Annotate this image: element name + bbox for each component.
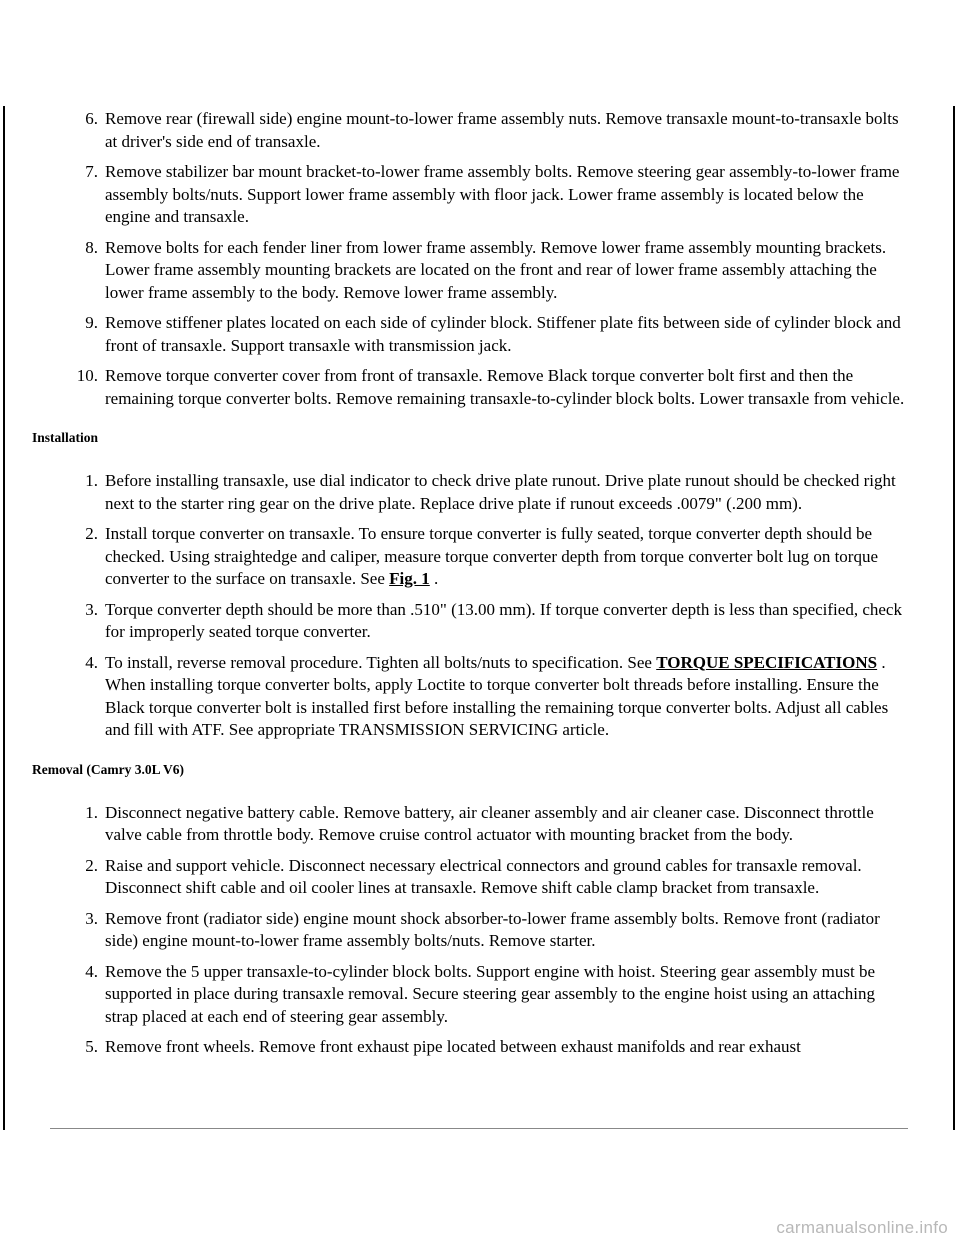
step-text-end: . bbox=[429, 569, 439, 588]
step-number: 9. bbox=[85, 313, 98, 332]
removal-camry-heading: Removal (Camry 3.0L V6) bbox=[32, 761, 184, 777]
step-6 bbox=[32, 108, 912, 153]
step-number: 10. bbox=[76, 366, 98, 385]
step-text: To install, reverse removal procedure. Tighten all bolts/nuts to specification. See bbox=[105, 652, 657, 672]
step-text: Remove front wheels. Remove front exhaust pipe located between exhaust manifolds and rear exhaust bbox=[105, 1037, 801, 1056]
step-number: 8. bbox=[85, 237, 98, 257]
install-step-4 bbox=[32, 652, 912, 742]
step-text: Torque converter depth should be more than .510" (13.00 mm). If torque converter depth is less than specified, check for improperly seated torque converter. bbox=[105, 599, 902, 641]
step-text: Remove stiffener plates located on each side of cylinder block. Stiffener plate fits between side of cylinder block and front of transaxle. Support transaxle with transmission jack. bbox=[105, 313, 901, 355]
step-8 bbox=[32, 237, 912, 305]
step-number: 2. bbox=[85, 855, 98, 875]
step-number: 4. bbox=[85, 961, 98, 981]
site-watermark: carmanualsonline.info bbox=[776, 1218, 948, 1237]
install-step-3 bbox=[32, 599, 912, 644]
step-number: 2. bbox=[85, 524, 98, 543]
step-number: 4. bbox=[85, 652, 98, 672]
step-number: 1. bbox=[85, 802, 98, 822]
install-step-1 bbox=[32, 470, 912, 515]
torque-specifications-link[interactable]: TORQUE SPECIFICATIONS bbox=[656, 652, 878, 672]
removal-camry-steps bbox=[32, 802, 912, 1059]
installation-steps bbox=[32, 470, 912, 742]
step-text: Remove rear (firewall side) engine mount-to-lower frame assembly nuts. Remove transaxle mount-to-transaxle bolts at driver's side end of transaxle. bbox=[105, 109, 899, 151]
page-left-border bbox=[3, 106, 5, 1130]
camry-step-2 bbox=[32, 855, 912, 900]
step-text: Disconnect negative battery cable. Remove battery, air cleaner assembly and air cleaner case. Disconnect throttle valve cable from throttle body. Remove cruise control actuator with mounting bracket from the body. bbox=[105, 802, 874, 844]
step-text: Remove front (radiator side) engine mount shock absorber-to-lower frame assembly bolts. Remove front (radiator side) engine mount-to-lower frame assembly bolts/nuts. Remove starter. bbox=[105, 908, 880, 950]
install-step-2 bbox=[32, 523, 912, 591]
step-7 bbox=[32, 161, 912, 229]
camry-step-3 bbox=[32, 908, 912, 953]
step-number: 3. bbox=[85, 599, 98, 619]
page-right-border bbox=[953, 106, 955, 1130]
step-number: 3. bbox=[85, 908, 98, 928]
bottom-divider bbox=[50, 1128, 908, 1129]
step-text: Remove bolts for each fender liner from lower frame assembly. Remove lower frame assembly mounting brackets. Lower frame assembly mounting brackets are located on the front and rear of lower frame assembly attaching the lower frame assembly to the body. Remove lower frame assembly. bbox=[105, 237, 887, 302]
step-number: 6. bbox=[85, 109, 98, 128]
document-body bbox=[32, 108, 912, 1067]
camry-step-5 bbox=[32, 1036, 912, 1059]
fig-1-link[interactable]: Fig. 1 bbox=[389, 569, 430, 588]
step-number: 7. bbox=[85, 162, 98, 181]
installation-heading: Installation bbox=[32, 430, 99, 445]
removal-steps-continued bbox=[32, 108, 912, 410]
step-10 bbox=[32, 365, 912, 410]
step-text: Raise and support vehicle. Disconnect necessary electrical connectors and ground cables for transaxle removal. Disconnect shift cable and oil cooler lines at transaxle. Remove shift cable clamp bracket from transaxle. bbox=[105, 855, 862, 897]
step-text-end: . When installing torque converter bolts, apply Loctite to torque converter bolt threads before installing. Ensure the Black torque converter bolt is installed first before installing the remaining torque converter bolts. Adjust all cables and fill with ATF. See appropriate TRANSMISSION SERVICING article. bbox=[105, 652, 889, 739]
step-text: Remove torque converter cover from front of transaxle. Remove Black torque converter bolt first and then the remaining torque converter bolts. Remove remaining transaxle-to-cylinder block bolts. Lower transaxle from vehicle. bbox=[105, 366, 905, 408]
step-number: 1. bbox=[85, 471, 98, 490]
step-text: Remove stabilizer bar mount bracket-to-lower frame assembly bolts. Remove steering gear assembly-to-lower frame assembly bolts/nuts. Support lower frame assembly with floor jack. Lower frame assembly is located below the engine and transaxle. bbox=[105, 162, 900, 226]
camry-step-4 bbox=[32, 961, 912, 1029]
step-9 bbox=[32, 312, 912, 357]
step-number: 5. bbox=[85, 1037, 98, 1056]
step-text: Install torque converter on transaxle. To ensure torque converter is fully seated, torque converter depth should be checked. Using straightedge and caliper, measure torque converter depth from torque converter bolt lug on torque converter to the surface on transaxle. See bbox=[105, 524, 879, 588]
step-text: Before installing transaxle, use dial indicator to check drive plate runout. Drive plate runout should be checked right next to the starter ring gear on the drive plate. Replace drive plate if runout exceeds .0079" (.200 mm). bbox=[105, 471, 896, 513]
step-text: Remove the 5 upper transaxle-to-cylinder block bolts. Support engine with hoist. Steering gear assembly must be supported in place during transaxle removal. Secure steering gear assembly to the engine hoist using an attaching strap placed at each end of steering gear assembly. bbox=[105, 961, 876, 1026]
camry-step-1 bbox=[32, 802, 912, 847]
